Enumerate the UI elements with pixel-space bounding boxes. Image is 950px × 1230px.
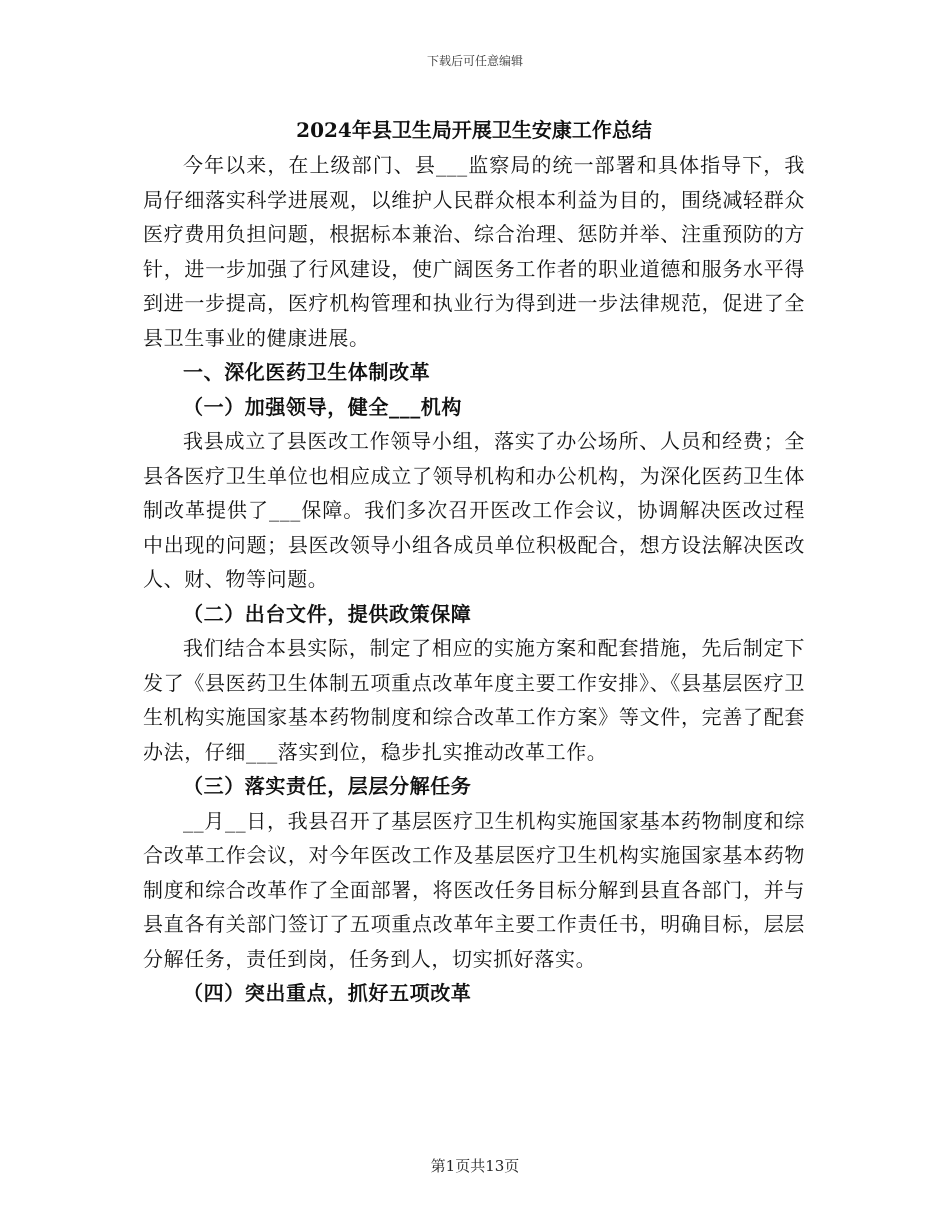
intro-paragraph: 今年以来，在上级部门、县___监察局的统一部署和具体指导下，我局仔细落实科学进展观，以维护人民群众根本利益为目的，围绕减轻群众医疗费用负担问题，根据标本兼治、综合治理、惩防并举、注重预防的方针，进一步加强了行风建设，使广阔医务工作者的职业道德和服务水平得到进一步提高，医疗机构管理和执业行为得到进一步法律规范，促进了全县卫生事业的健康进展。 bbox=[143, 153, 805, 350]
subsection-heading-3: （三）落实责任，层层分解任务 bbox=[183, 774, 472, 798]
subsection-heading-1: （一）加强领导，健全___机构 bbox=[183, 394, 462, 419]
document-body bbox=[143, 112, 805, 1011]
header-note: 下载后可任意编辑 bbox=[426, 54, 523, 68]
subsection-heading-4: （四）突出重点，抓好五项改革 bbox=[183, 981, 472, 1005]
subsection-paragraph-3: __月__日，我县召开了基层医疗卫生机构实施国家基本药物制度和综合改革工作会议，对今年医改工作及基层医疗卫生机构实施国家基本药物制度和综合改革作了全面部署，将医改任务目标分解到县直各部门，并与县直各有关部门签订了五项重点改革年主要工作责任书，明确目标，层层分解任务，责任到岗，任务到人，切实抓好落实。 bbox=[143, 808, 805, 971]
page-number: 第1页共13页 bbox=[430, 1157, 520, 1175]
subsection-paragraph-1: 我县成立了县医改工作领导小组，落实了办公场所、人员和经费；全县各医疗卫生单位也相应成立了领导机构和办公机构，为深化医药卫生体制改革提供了___保障。我们多次召开医改工作会议，协调解决医改过程中出现的问题；县医改领导小组各成员单位积极配合，想方设法解决医改人、财、物等问题。 bbox=[143, 429, 805, 591]
subsection-heading-2: （二）出台文件，提供政策保障 bbox=[183, 601, 472, 626]
document-title: 2024年县卫生局开展卫生安康工作总结 bbox=[296, 118, 652, 142]
section-heading-1: 一、深化医药卫生体制改革 bbox=[183, 360, 431, 384]
subsection-paragraph-2: 我们结合本县实际，制定了相应的实施方案和配套措施，先后制定下发了《县医药卫生体制五项重点改革年度主要工作安排》、《县基层医疗卫生机构实施国家基本药物制度和综合改革工作方案》等文件，完善了配套办法，仔细___落实到位，稳步扎实推动改革工作。 bbox=[143, 636, 805, 764]
